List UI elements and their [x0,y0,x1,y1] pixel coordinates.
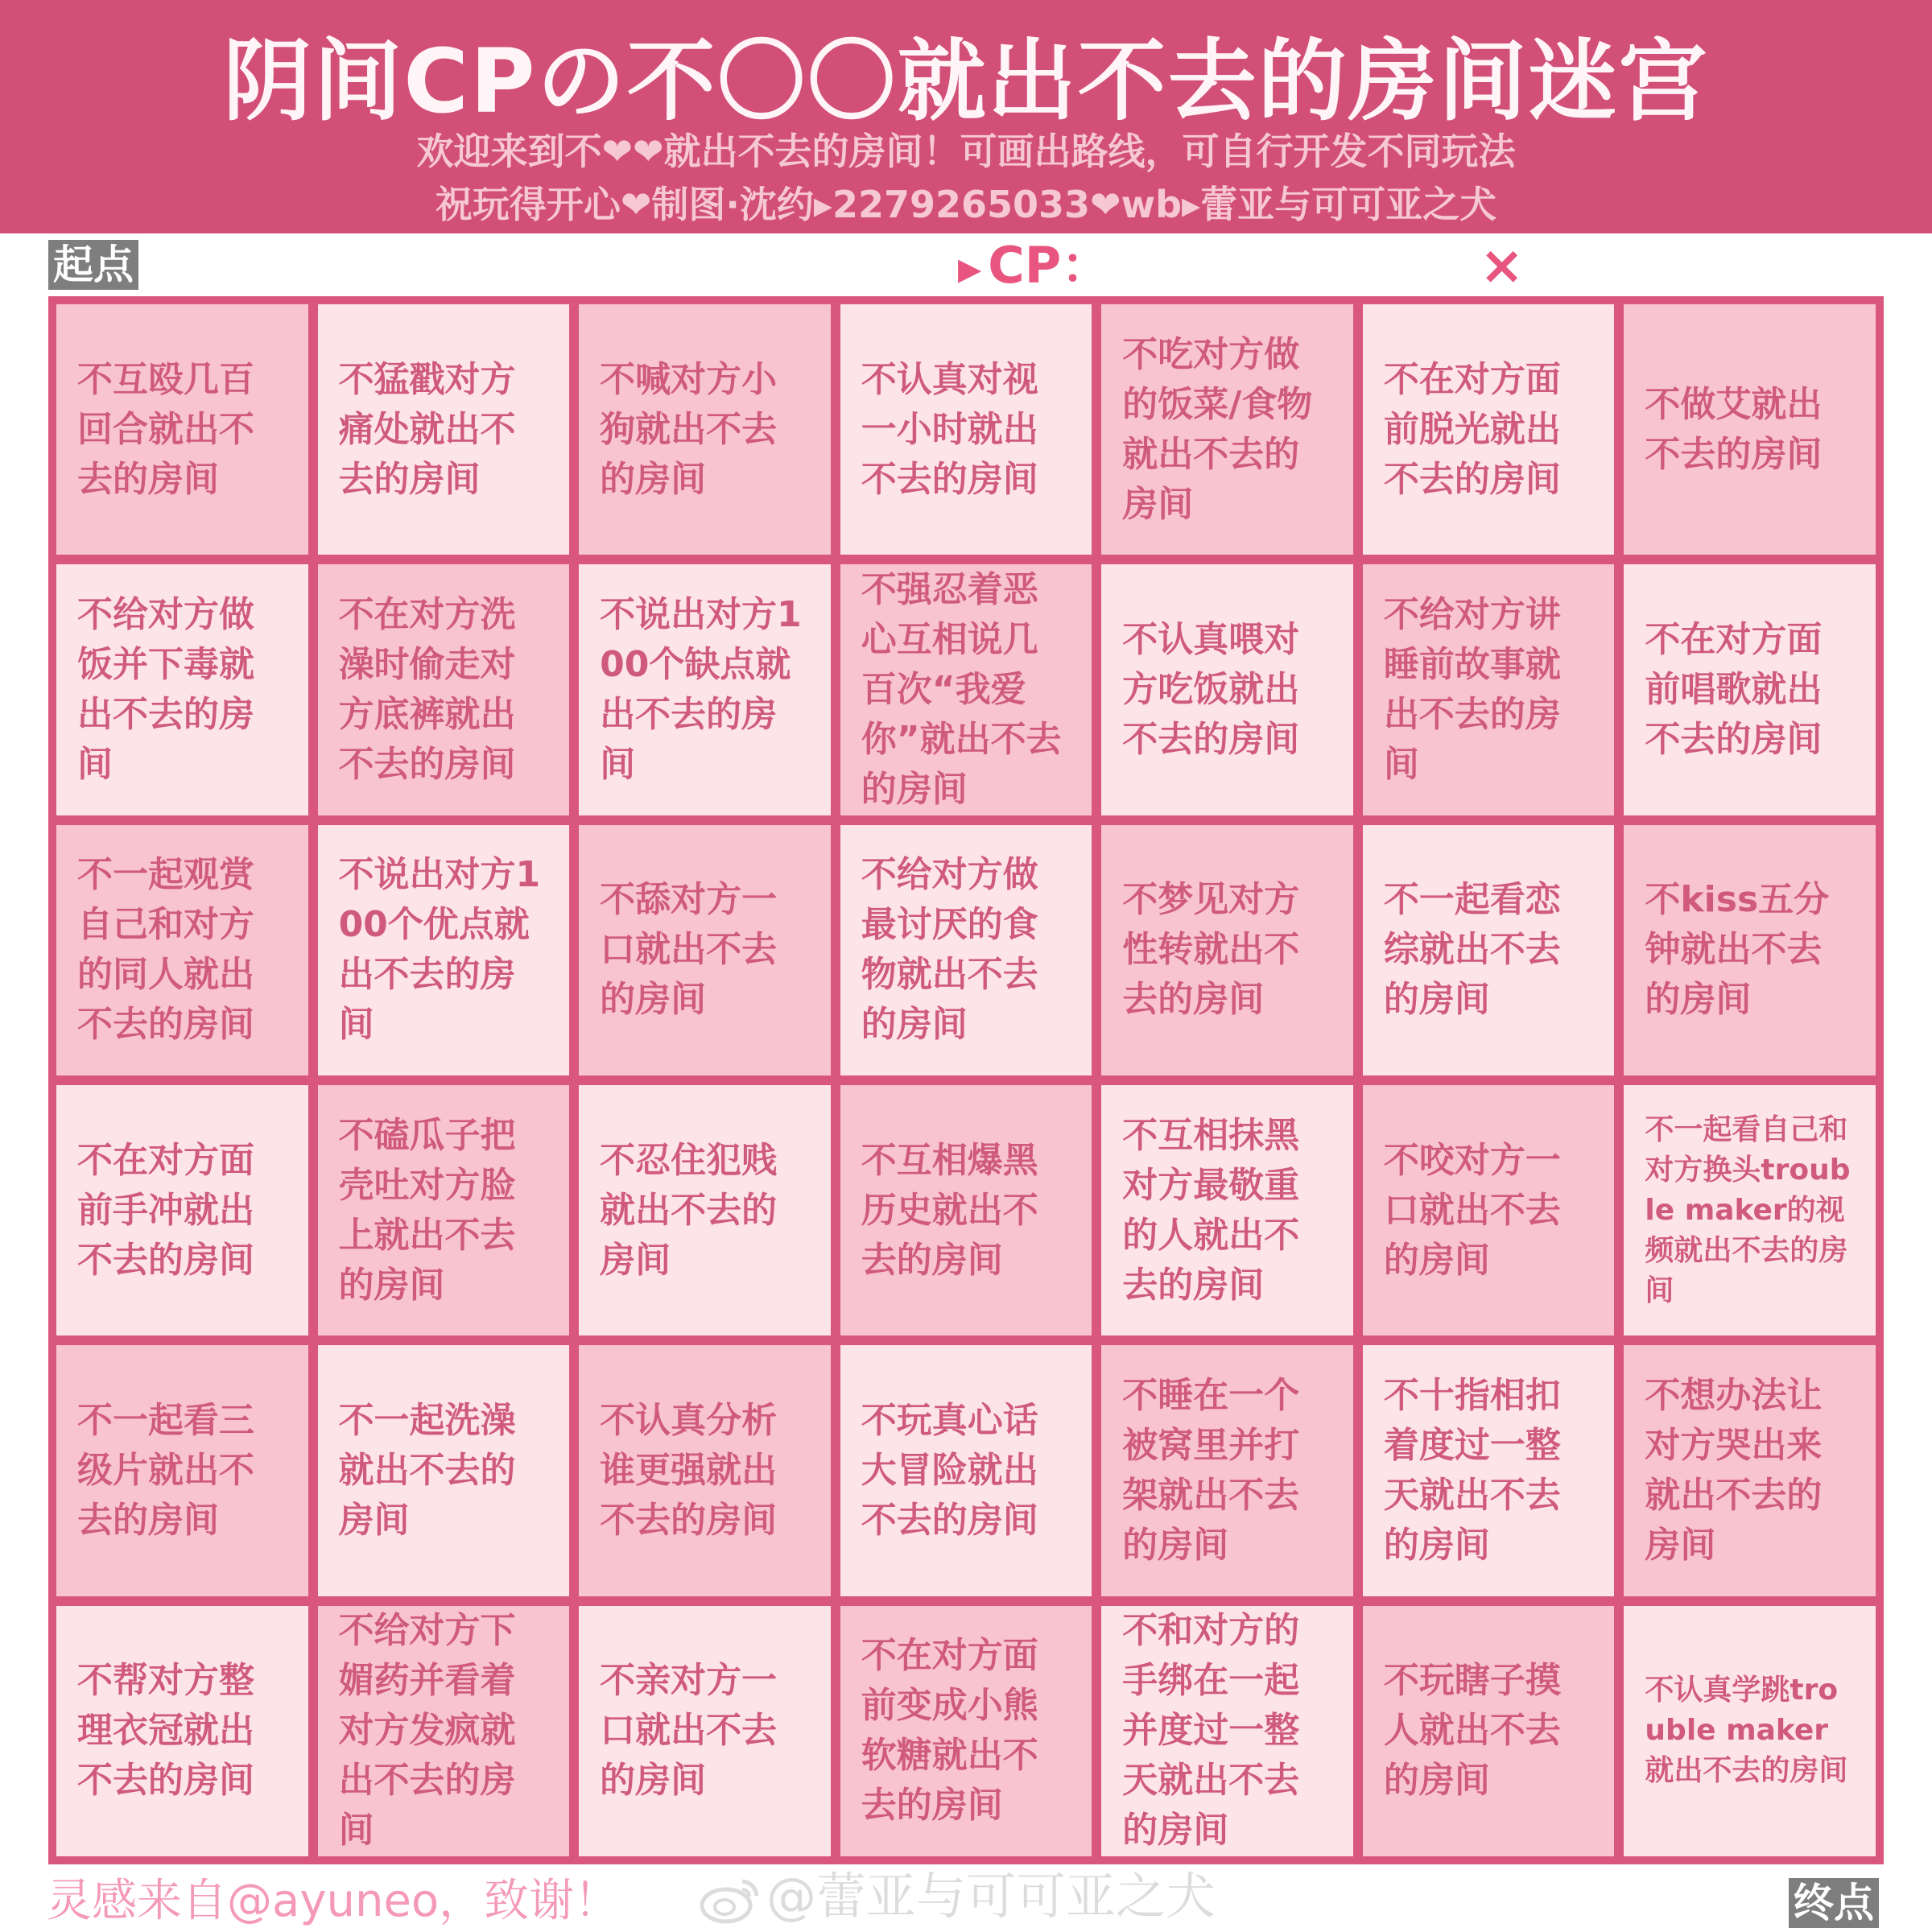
subtitle-credits: 祝玩得开心❤制图·沈约▸2279265033❤wb▸蕾亚与可可亚之犬 [435,183,1497,226]
triangle-icon: ▶ [958,250,982,287]
room-cell[interactable] [1363,1085,1615,1335]
room-cell[interactable] [56,564,308,815]
watermark-text: @蕾亚与可可亚之犬 [766,1867,1216,1926]
room-cell[interactable] [318,1085,570,1335]
cp-separator-x: × [1480,234,1525,296]
room-cell[interactable] [840,1085,1092,1335]
room-label: 不认真学跳trouble maker就出不去的房间 [1645,1674,1848,1788]
room-cell[interactable] [579,304,831,555]
room-cell[interactable] [1363,564,1615,815]
room-label: 不一起看三级片就出不去的房间 [77,1399,254,1541]
room-cell[interactable] [840,304,1092,555]
room-cell[interactable] [1363,1345,1615,1596]
room-cell[interactable] [1101,304,1353,555]
room-maze-grid [48,296,1884,1864]
cp-label-text: CP： [988,236,1112,295]
room-cell[interactable] [56,304,308,555]
room-label: 不舔对方一口就出不去的房间 [600,879,778,1021]
room-cell[interactable] [1101,1085,1353,1335]
room-label: 不忍住犯贱就出不去的房间 [600,1139,778,1281]
room-cell[interactable] [840,1345,1092,1596]
end-label: 终点 [1789,1878,1879,1928]
room-label: 不梦见对方性转就出不去的房间 [1122,879,1300,1021]
page-title: 阴间CPの不〇〇就出不去的房间迷宫 [223,30,1709,133]
room-cell[interactable] [1101,825,1353,1075]
room-label: 不kiss五分钟就出不去的房间 [1645,879,1830,1021]
room-cell[interactable] [318,825,570,1075]
room-cell[interactable] [1624,564,1876,815]
room-label: 不磕瓜子把壳吐对方脸上就出不去的房间 [338,1114,516,1306]
room-label: 不说出对方100个缺点就出不去的房间 [600,593,802,785]
start-label: 起点 [48,240,138,290]
room-label: 不睡在一个被窝里并打架就出不去的房间 [1122,1374,1300,1566]
room-cell[interactable] [1624,825,1876,1075]
room-cell[interactable] [1363,825,1615,1075]
room-label: 不咬对方一口就出不去的房间 [1383,1139,1561,1281]
room-cell[interactable] [840,564,1092,815]
room-label: 不给对方下媚药并看着对方发疯就出不去的房间 [338,1610,516,1852]
room-label: 不猛戳对方痛处就出不去的房间 [338,358,516,500]
room-label: 不在对方面前手冲就出不去的房间 [77,1139,254,1281]
room-label: 不想办法让对方哭出来就出不去的房间 [1645,1374,1823,1566]
room-cell[interactable] [1624,1606,1876,1856]
watermark [699,1864,1216,1929]
room-cell[interactable] [56,825,308,1075]
room-cell[interactable] [1101,1606,1353,1856]
room-label: 不一起看恋综就出不去的房间 [1383,879,1561,1021]
room-cell[interactable] [840,1606,1092,1856]
room-cell[interactable] [1624,1085,1876,1335]
room-label: 不互相抹黑对方最敬重的人就出不去的房间 [1122,1114,1300,1306]
room-label: 不在对方面前变成小熊软糖就出不去的房间 [861,1635,1038,1827]
room-label: 不玩真心话大冒险就出不去的房间 [861,1399,1038,1541]
room-cell[interactable] [318,1606,570,1856]
room-label: 不和对方的手绑在一起并度过一整天就出不去的房间 [1122,1610,1300,1852]
room-label: 不说出对方100个优点就出不去的房间 [338,854,541,1046]
header-banner [0,0,1932,233]
room-label: 不认真喂对方吃饭就出不去的房间 [1122,618,1300,760]
room-cell[interactable] [840,825,1092,1075]
subtitle-intro: 欢迎来到不❤❤就出不去的房间！可画出路线，可自行开发不同玩法 [416,130,1516,173]
room-cell[interactable] [318,1345,570,1596]
room-label: 不玩瞎子摸人就出不去的房间 [1383,1660,1561,1802]
room-cell[interactable] [56,1085,308,1335]
room-label: 不给对方讲睡前故事就出不去的房间 [1383,593,1561,785]
room-label: 不互相爆黑历史就出不去的房间 [861,1139,1038,1281]
room-cell[interactable] [579,564,831,815]
room-label: 不给对方做最讨厌的食物就出不去的房间 [861,854,1038,1046]
room-label: 不强忍着恶心互相说几百次“我爱你”就出不去的房间 [861,568,1062,810]
room-label: 不认真对视一小时就出不去的房间 [861,358,1038,500]
room-cell[interactable] [56,1606,308,1856]
room-cell[interactable] [1101,1345,1353,1596]
room-label: 不帮对方整理衣冠就出不去的房间 [77,1660,254,1802]
room-cell[interactable] [1624,1345,1876,1596]
room-label: 不一起洗澡就出不去的房间 [338,1399,516,1541]
room-cell[interactable] [1363,1606,1615,1856]
room-label: 不在对方面前脱光就出不去的房间 [1383,358,1561,500]
room-label: 不做艾就出不去的房间 [1645,383,1823,475]
room-label: 不在对方面前唱歌就出不去的房间 [1645,618,1823,760]
room-cell[interactable] [1624,304,1876,555]
room-label: 不互殴几百回合就出不去的房间 [77,358,254,500]
room-cell[interactable] [579,1085,831,1335]
room-cell[interactable] [579,1345,831,1596]
weibo-logo-icon [699,1875,762,1925]
room-label: 不在对方洗澡时偷走对方底裤就出不去的房间 [338,593,516,785]
room-label: 不一起观赏自己和对方的同人就出不去的房间 [77,854,254,1046]
room-cell[interactable] [1363,304,1615,555]
room-label: 不一起看自己和对方换头trouble maker的视频就出不去的房间 [1645,1113,1851,1307]
room-cell[interactable] [1101,564,1353,815]
inspiration-credit: 灵感来自@ayuneo，致谢！ [47,1875,620,1927]
room-cell[interactable] [56,1345,308,1596]
room-cell[interactable] [318,304,570,555]
room-label: 不吃对方做的饭菜/食物就出不去的房间 [1122,333,1313,525]
cp-label [958,233,1111,301]
room-cell[interactable] [579,825,831,1075]
room-cell[interactable] [318,564,570,815]
room-label: 不十指相扣着度过一整天就出不去的房间 [1383,1374,1561,1566]
room-label: 不认真分析谁更强就出不去的房间 [600,1399,778,1541]
room-label: 不给对方做饭并下毒就出不去的房间 [77,593,254,785]
room-cell[interactable] [579,1606,831,1856]
room-label: 不喊对方小狗就出不去的房间 [600,358,778,500]
room-label: 不亲对方一口就出不去的房间 [600,1660,778,1802]
